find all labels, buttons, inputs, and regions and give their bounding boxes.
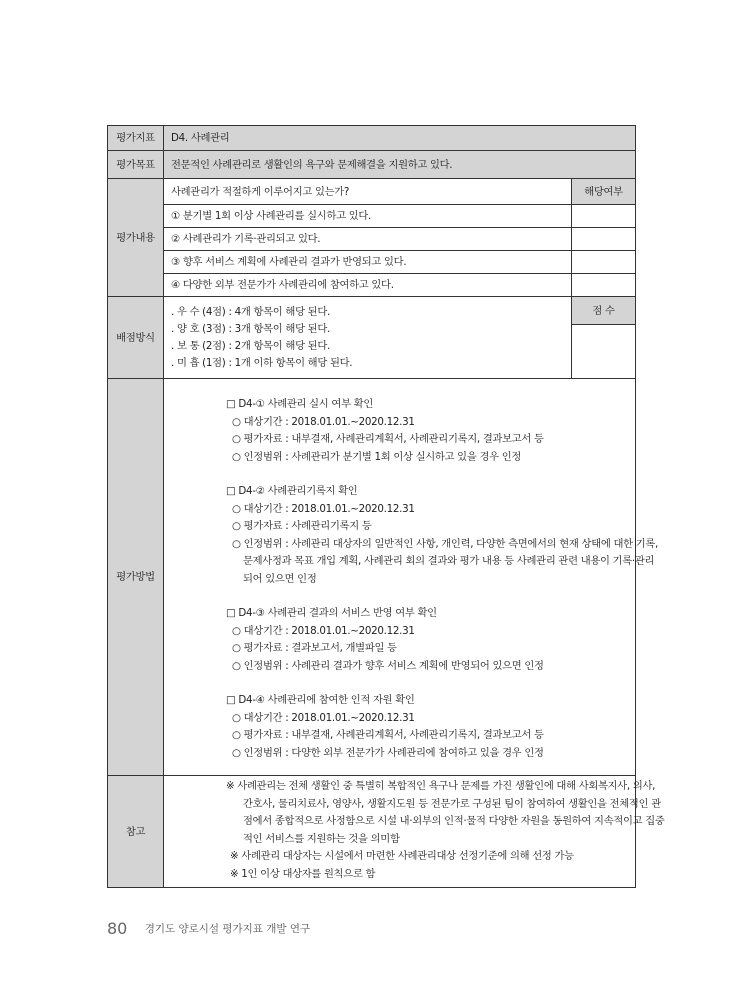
method-line: ○ 인정범위 : 사례관리 대상자의 일반적인 사항, 개인력, 다양한 측면에서의 현재 상태에 대한 기록, [232,537,658,550]
method-line: ○ 평가자료 : 내부결재, 사례관리계획서, 사례관리기록지, 결과보고서 등 [232,433,544,445]
content-item: ④ 다양한 외부 전문가가 사례관리에 참여하고 있다. [164,274,572,297]
evaluation-table [107,125,665,888]
content-item: ② 사례관리가 기록·관리되고 있다. [164,228,572,251]
content-label: 평가내용 [108,179,164,297]
method-line: ○ 대상기간 : 2018.01.01.~2020.12.31 [232,624,415,637]
notes-content [164,776,665,888]
note-line: 간호사, 물리치료사, 영양사, 생활지도원 등 전문가로 구성된 팀이 참여하여 생활인을 전체적인 관 [243,797,661,810]
method-label: 평가방법 [108,379,164,776]
method-line: ○ 평가자료 : 결과보고서, 개별파일 등 [232,642,397,654]
indicator-value: D4. 사례관리 [164,126,636,151]
notes-label: 참고 [108,776,164,888]
content-item: ③ 향후 서비스 계획에 사례관리 결과가 반영되고 있다. [164,251,572,274]
applicable-cell [572,251,636,274]
note-line: ※ 사례관리는 전체 생활인 중 특별히 복합적인 욕구나 문제를 가진 생활인에 대해 사회복지사, 의사, [226,780,656,792]
scoring-label: 배점방식 [108,297,164,379]
content-question: 사례관리가 적절하게 이루어지고 있는가? [164,179,572,205]
score-header: 점 수 [572,297,636,325]
applicable-cell [572,205,636,228]
method-content [164,379,658,776]
method-line: ○ 인정범위 : 사례관리 결과가 향후 서비스 계획에 반영되어 있으면 인정 [232,659,544,672]
method-block-title: □ D4-③ 사례관리 결과의 서비스 반영 여부 확인 [226,607,437,619]
method-block-title: □ D4-④ 사례관리에 참여한 인적 자원 확인 [226,694,415,706]
applicable-cell [572,228,636,251]
method-line: ○ 인정범위 : 사례관리가 분기별 1회 이상 실시하고 있을 경우 인정 [232,450,522,463]
method-block-title: □ D4-① 사례관리 실시 여부 확인 [226,398,373,410]
applicable-cell [572,274,636,297]
scoring-item: . 양 호 (3점) : 3개 항목이 해당 된다. [171,322,330,335]
goal-label: 평가목표 [108,151,164,179]
note-line: ※ 1인 이상 대상자를 원칙으로 함 [230,867,376,880]
method-line: 문제사정과 목표 개입 계획, 사례관리 회의 결과와 평가 내용 등 사례관리 관련 내용이 기록·관리 [243,555,655,567]
method-line: ○ 대상기간 : 2018.01.01.~2020.12.31 [232,502,415,515]
method-line: ○ 평가자료 : 사례관리기록지 등 [232,520,372,532]
document-title: 경기도 양로시설 평가지표 개발 연구 [144,923,311,935]
method-line: ○ 대상기간 : 2018.01.01.~2020.12.31 [232,415,415,428]
page-number: 80 [107,919,128,938]
scoring-item: . 보 통 (2점) : 2개 항목이 해당 된다. [171,339,330,352]
method-line: 되어 있으면 인정 [243,572,317,585]
indicator-label: 평가지표 [108,126,164,151]
method-block-title: □ D4-② 사례관리기록지 확인 [226,485,358,497]
method-line: ○ 평가자료 : 내부결재, 사례관리계획서, 사례관리기록지, 결과보고서 등 [232,729,544,741]
scoring-item: . 우 수 (4점) : 4개 항목이 해당 된다. [171,305,330,318]
page-footer [107,919,310,938]
score-cell [572,325,636,379]
method-line: ○ 대상기간 : 2018.01.01.~2020.12.31 [232,711,415,724]
content-item: ① 분기별 1회 이상 사례관리를 실시하고 있다. [164,205,572,228]
note-line: ※ 사례관리 대상자는 시설에서 마련한 사례관리대상 선정기준에 의해 선정 가능 [230,850,574,862]
scoring-item: . 미 흡 (1점) : 1개 이하 항목이 해당 된다. [171,356,353,369]
goal-value: 전문적인 사례관리로 생활인의 욕구와 문제해결을 지원하고 있다. [164,151,636,179]
applicable-header: 해당여부 [572,179,636,205]
scoring-list [164,297,572,379]
note-line: 적인 서비스를 지원하는 것을 의미함 [243,832,400,845]
method-line: ○ 인정범위 : 다양한 외부 전문가가 사례관리에 참여하고 있을 경우 인정 [232,746,544,759]
note-line: 점에서 종합적으로 사정함으로 시설 내·외부의 인적·물적 다양한 자원을 동원하여 지속적이고 집중 [243,815,665,827]
